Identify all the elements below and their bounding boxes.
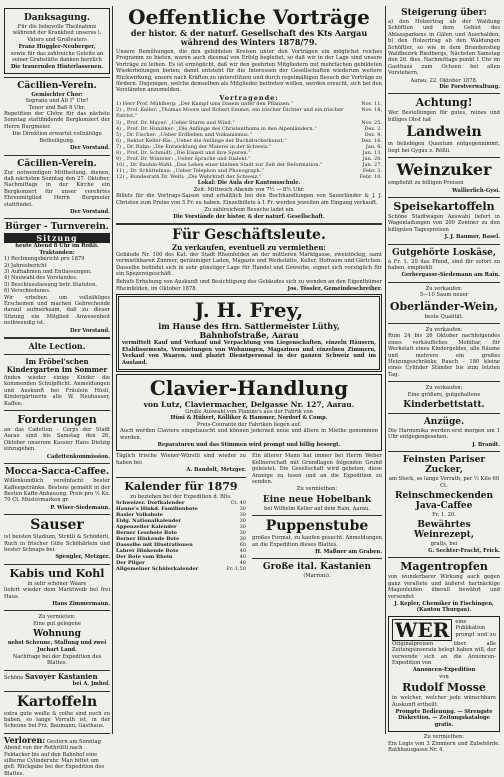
ad-title: Oberländer-Wein,: [389, 299, 499, 313]
ad-subtitle: 5—10 Saum neuer: [419, 292, 469, 299]
divider: [4, 564, 110, 565]
ad-text: Schöne Stadtwagen Auswahl liefert in Wagenladungen von 200 Zentner zu den billigsten Tagespreisen: [388, 213, 500, 233]
ad-subtitle: von: [439, 673, 449, 680]
column-center: [116, 6, 382, 580]
ad-title: Danksagung.: [23, 13, 91, 23]
ad-subtitle: (Marroni).: [303, 573, 331, 580]
ad-subtitle: während des Winters 1878/79.: [180, 37, 318, 47]
section-heading: Alte Lection.: [28, 341, 86, 352]
column-rule: [112, 6, 113, 734]
divider: [4, 155, 110, 156]
column-rule: [385, 6, 386, 734]
zucker-ad: [388, 455, 500, 554]
lecture-date: Nov. 18.: [361, 107, 382, 114]
ad-place: Aarau, 22. Oktober 1878.: [410, 77, 478, 84]
wer-ad: [388, 616, 500, 732]
ad-title: Forderungen: [17, 413, 97, 427]
ad-text: liefert wieder dem Marktweib bei frei Haus.: [4, 587, 110, 600]
ad-line: Hüni & Hübert, Kölliker & Hammer, Nordorf & Comp.: [170, 415, 328, 422]
ad-text: Nachfrage bei der Expedition des Blattes.: [12, 654, 102, 667]
ad-line: Preis-Courante der Fabriken liegen auf.: [196, 421, 302, 428]
lecture-title: 10) „ Dr. Bauhin-Wahl: „Das Leben einer kleinen Stadt zur Zeit der Reformation.“: [116, 162, 323, 169]
logis-ad: [388, 734, 500, 753]
ad-title: Oeffentliche Vorträge: [128, 5, 370, 29]
frey-ad: [116, 294, 382, 372]
ad-title: Große ital. Kastanien: [262, 562, 372, 573]
ad-signature: Spengler, Metzger.: [55, 554, 110, 561]
ad-text: sowie für das zahlreiche Geleite an seiner Grabstätte danken herzlich: [10, 50, 104, 64]
column-right: [388, 6, 500, 754]
ad-title: Gutgehörte Loskäse,: [391, 247, 497, 258]
ad-title: Kinderbettstatt.: [403, 400, 485, 411]
gutgehoerte-ad: [388, 248, 500, 279]
ad-title: Cäcilien-Verein.: [17, 80, 97, 91]
ad-title: Landwein: [406, 124, 482, 141]
calendar-name: Schweizer. Dorfkalender: [116, 500, 185, 507]
lecture-date: Nov. 11.: [361, 101, 382, 108]
divider: [252, 515, 382, 516]
divider: [116, 477, 246, 478]
ad-text: Die Harmonika werden erst morgen um 1 Uhr entgegengesehen.: [388, 428, 500, 441]
danksagung-ad: [4, 8, 110, 74]
caecilien-ad-1: [4, 81, 110, 152]
lecture-date: Dez. 9.: [364, 131, 382, 138]
ad-text: Willenkundlich vereinfacht bester Kaffeegetränke. Bestens gemahlt in der Besten Kaffe-Anbauung. Preis pro ½ Ko. 70 Ct. Mustermarken gr.: [4, 478, 110, 504]
ad-intro: Zu vermiethen:: [423, 734, 465, 741]
ad-title: Achtung!: [415, 96, 473, 110]
ad-signature: Hans Zimmermann.: [52, 600, 110, 607]
lecture-title: 5) „ Dr. Fischer: „Ueber Erdbeben und Vulkanismus.“: [116, 131, 252, 138]
divider: [4, 691, 110, 692]
ad-title: Annoncen-Expedition: [412, 667, 476, 674]
ad-line: heute Abend 8 Uhr im Rößli.: [15, 243, 99, 250]
ad-subtitle: zu beziehen bei der Expedition d. Blts.: [130, 493, 232, 500]
achtung-ad: [388, 97, 500, 123]
ad-subtitle: in sehr schöner Waare: [27, 580, 87, 587]
ad-title: Wohnung: [33, 629, 81, 640]
divider: [4, 514, 110, 515]
lecture-date: Dez. 2.: [364, 125, 382, 132]
lecture-title: 9) „ Prof. Dr. Winteler: „Ueber Sprache und Dialekt.“: [116, 156, 251, 163]
list-item: 4) Neuwahl des Vorstandes.: [4, 275, 78, 282]
calendar-name: Eidg. Nationalkalender: [116, 518, 182, 525]
ad-text: extra gute weiße & rothe sind noch zu haben, so lange Vorrath ist, in der Scheune bei Frz. Baumann, Gasthaus.: [4, 710, 110, 730]
ad-text: an das Cadetten - Corps der Stadt Aarau sind bis Samstag den 26. Oktober unserem Kassier Hans Dietzig einzugeben.: [4, 427, 110, 453]
calendar-price: 30: [239, 506, 246, 513]
ad-title: J. H. Frey,: [194, 298, 304, 323]
ad-line: Große Auswahl von Pianino's aus der Fabrik von: [185, 408, 313, 415]
ad-text: Billets für die Vortrags-Saison sind erhältlich bei den Buchhandlungen von Sauerländer & J. J. Christen zum Preise von 5 Fr. zu haben. Einzelbillete à 1 Fr. werden jeweilen am Eingang verkauft.: [116, 193, 382, 206]
ad-signature: bei A. Jmhof.: [72, 681, 110, 688]
divider: [388, 157, 500, 158]
ad-line: Tenor und Baß 8 Uhr.: [28, 104, 86, 111]
ad-text: Auch werden Claviere eingetauscht und können jederzeit neue und ältere in Miethe genommen werden.: [120, 428, 378, 441]
divider: [116, 223, 382, 225]
ad-text: Zur notwendigen Mittheilung, dienen, daß nächsten Sonntag den 27. Oktober, Nachmittags in der Kirche ein Bergkonzert für unser verehrtes Ehrenmitglied Herrn Burgmeier stattfindet.: [4, 169, 110, 208]
calendar-list: [116, 500, 246, 572]
verkaufen-ad: [388, 327, 500, 378]
ad-text: Eine größere, gutgehaltene: [407, 391, 481, 398]
calendar-name: Berner Hinkende Bote: [116, 536, 180, 543]
lecture-date: Nov. 25.: [361, 119, 382, 126]
divider: [388, 381, 500, 382]
list-item: 1) Rechnungsbericht pro 1879: [4, 256, 85, 263]
list-item: 2) Jahresbericht: [4, 262, 47, 269]
ad-title: Magentropfen: [400, 560, 488, 574]
ad-intro: Zu verkaufen:: [425, 385, 463, 392]
ad-title: Bewährtes Weinrezept,: [414, 520, 474, 541]
savoyer-ad: [4, 671, 110, 688]
ad-subtitle: Gemischter Chor:: [31, 91, 83, 98]
divider: [4, 610, 110, 611]
divider: [388, 282, 500, 283]
ad-subtitle: Traktanden:: [39, 249, 75, 256]
ad-line: Soprano und Alt I° Uhr!: [25, 98, 89, 105]
calendar-item: [116, 566, 246, 572]
ad-text: Gestern am Sonntag Abend von der Rothrütti nach Feldacker bis auf den Bahnhof eine silberne Cylinderuhr. Man bittet um gefl. Rückgabe bei der Expedition des Blattes.: [4, 738, 105, 777]
calendar-price: 30: [239, 518, 246, 525]
divider: [388, 557, 500, 558]
lecture-title: 2) „ Prof. Keller: „Thomas Moore und Robert Emmet, ein irischer Dichter und ein irischer Patriot.“: [116, 107, 344, 120]
ad-title: Im Fröbel'schen Kindergarten im Sommer: [6, 357, 108, 375]
divider: [388, 93, 500, 94]
divider: [4, 410, 110, 411]
verloren-ad: [4, 734, 110, 777]
ad-title: Kartoffeln: [16, 693, 98, 710]
ad-title: Für Geschäftsleute.: [172, 226, 326, 243]
ad-text: à Fr. 1. 20 das Pfund, sind für sofort zu haben, empfiehlt: [388, 258, 500, 271]
ad-intro: Zu vermieten:: [38, 614, 76, 621]
ad-text: in beliebigen Quantum entgegennimmt, liegt bei Gygax z. Rößli.: [388, 141, 500, 154]
center-bottom-left: [116, 453, 246, 579]
ad-title: Sauser: [30, 517, 84, 534]
ad-title: Kalender für 1879: [124, 479, 238, 493]
ad-signature: Die Forstverwaltung.: [439, 84, 500, 91]
divider: [4, 77, 110, 78]
ad-title: Anzüge.: [423, 417, 465, 428]
ad-text: gratis, bei: [430, 541, 458, 548]
ad-text: Zu zahlreichem Besuche ladet ein: [204, 207, 294, 214]
ad-signature: bei Wilhelm Keller auf dem Rain, Aarau.: [264, 505, 370, 512]
calendar-price: 40: [239, 548, 246, 555]
wohnung-ad: [4, 614, 110, 666]
ad-line: Zeit: Mittwoch Abends von 7½ — 8½ Uhr.: [193, 186, 305, 193]
ad-title: Eine neue Hobelbank: [262, 494, 372, 505]
ad-title: Speisekartoffeln: [393, 199, 495, 213]
ad-signature: Die trauernden Hinterlassenen.: [10, 64, 104, 71]
calendar-price: Ct. 40: [230, 500, 246, 507]
ad-subtitle: im Hause des Hrn. Sattlermeister Lüthy,: [158, 321, 340, 332]
ad-text: Täglich frische Wiener-Würstli sind wieder zu haben bei: [116, 453, 246, 466]
ad-signature: Die Vorstände der histor. & der naturf. Gesellschaft.: [173, 213, 325, 220]
lecture-date: Jan. 20.: [362, 156, 382, 163]
divider: [388, 413, 500, 414]
lecture-date: Jan. 27.: [362, 162, 382, 169]
lecture-title: 12) „ Bundesrath Dr. Welti: „Die Wehrkraft der Schweiz.“: [116, 174, 262, 181]
ad-subtitle: Eine gut gelegene: [33, 620, 81, 627]
program-heading: Vortragende:: [219, 93, 279, 102]
ad-text: von wunderbarer Wirkung auch gegen ganz veraltete und äußerst hartnäckige Magenleiden überall bewährt und versendet: [388, 574, 500, 600]
ad-text: Für die liebevolle Theilnahme während der Krankheit unseres l. Vaters und Großvaters: [12, 24, 102, 43]
landwein-ad: [388, 125, 500, 154]
calendar-name: Hanne's Hinkd. Familienbote: [116, 506, 198, 513]
lecture-date: Jan. 13.: [362, 150, 382, 156]
lecture-title: 4) „ Prof. Dr. Hunziker: „Die Anfänge des Christenthums in den Alpenländern.“: [116, 125, 317, 132]
ad-name: Franz Huggler-Neuberger,: [18, 44, 96, 51]
ad-signature: beste Qualität.: [424, 313, 464, 320]
calendar-name: Allgemeiner Schülerkalender: [116, 566, 199, 573]
lecture-title: 1) Herr Prof. Mühlberg: „Der Kampf ums Dasein unter den Pflanzen.“: [116, 101, 294, 108]
ad-title: Steigerung über:: [401, 8, 487, 18]
kinderbettstatt-ad: [388, 385, 500, 410]
ad-place: Rheinfelden, im Oktober 1878.: [116, 285, 198, 292]
ad-signature: J. J. Baumer, Basel.: [444, 234, 500, 241]
ad-signature: Cadettenkommission.: [46, 453, 110, 460]
sauser-ad: [4, 518, 110, 561]
kartoffeln-ad: [4, 695, 110, 730]
lecture-title: 3) „ Prof. Dr. Mayer: „Ueber Sturm und Wind.“: [116, 119, 235, 126]
ad-initial: WER: [392, 619, 452, 641]
kindergarten-ad: [4, 358, 110, 407]
ad-text: Ein älterer Mann hat immer bei Herrn Weber Kellnerschaft mit Grundlagen folgenden Grund geleistet. Die Gesellschaft wird gebeten, diese Anzeige zu lesen und an die Expedition zu senden.: [252, 453, 382, 486]
ad-subtitle: Bahnhofstraße, Aarau: [199, 330, 299, 341]
ad-title: Puppenstube: [265, 518, 369, 535]
divider: [4, 733, 110, 734]
speisekartoffeln-ad: [388, 201, 500, 241]
ad-signature: Wallierlich-Gysi.: [452, 187, 500, 194]
ad-text: Unsere Bemühungen, die den gebildeten Kreisen unter den Vorträgen ein möglichst reiches Programm zu bieten, waren auch diesmal von Erfolg begleitet, so daß wir in der Lage sind unsere Vorträge zu leihen. Es ist ermöglicht, daß wir den geehrten Mitgliedern mit mehrfachen gebildeten Wiederholungen bieten; damit entsteht für die Interessen der Gesellschaften wiederum weitere Rückwirkung, unsere nach Kräften zu unterstützen und durch regelmäßigen Besuch der Vorträge zu fördern. Diejenigen, welche demselben als Mitglieder beitreten wollen, werden ersucht, sich bei den Vorständen anzumelden.: [116, 49, 382, 94]
divider: [4, 218, 110, 219]
clavier-ad: [116, 374, 382, 451]
ad-text: Schöne: [4, 674, 24, 681]
ad-title: Savoyer Kastanien: [25, 671, 98, 681]
ad-title: Weinzuker: [396, 160, 492, 180]
lecture-item: [116, 107, 382, 119]
lecture-title: 11) „ Dr. Schüttelnau: „Ueber Telephon und Phonograph.“: [116, 168, 264, 175]
calendar-name: Lahrer Hinkende Bote: [116, 548, 179, 555]
oberlaender-ad: [388, 286, 500, 320]
lecture-date: Febr. 10.: [359, 174, 382, 181]
calendar-name: Dasselbe mit Illustrationen: [116, 542, 193, 549]
steigerung-ad: [388, 8, 500, 90]
kabis-ad: [4, 568, 110, 608]
column-left: [4, 6, 110, 777]
anzuege-ad: [388, 417, 500, 448]
lecture-date: Febr. 3.: [362, 168, 382, 175]
ad-intro: Zu verkaufen:: [425, 285, 463, 292]
divider: [4, 354, 110, 355]
calendar-name: Berner Lesebote Bote: [116, 530, 178, 537]
ad-signature: Der Vorstand.: [70, 327, 110, 334]
calendar-name: Basler Volksbote: [116, 512, 163, 519]
center-bottom: [116, 453, 382, 579]
ad-text: Fr. 1. 20.: [432, 512, 456, 519]
ad-signature: H. Maßner am Graben.: [315, 549, 382, 556]
ad-signature: J. Kepler, Chemiker in Fischingen, (Kanton Thurgau).: [394, 600, 494, 614]
ad-title: Bürger - Turnverein.: [5, 222, 109, 233]
ad-subtitle: von Lutz, Claviermacher, Delgasse Nr. 127, Aarau.: [143, 399, 355, 409]
ad-signature: P. Wiser-Siedemann.: [50, 504, 110, 511]
ad-banner: Sitzung: [4, 233, 110, 243]
ad-text: nebst Scheune, Stallung und zwei Juchart Land.: [7, 640, 107, 653]
ad-text: am Stock, so lange Vorrath, per ½ Kilo 60 Ct.: [388, 476, 500, 489]
lecture-date: Dez. 16.: [361, 137, 382, 144]
ad-subtitle: Zu verkaufen, eventuell zu vermiethen:: [171, 242, 327, 252]
ad-intro: Zu vermiethen:: [296, 486, 338, 493]
ad-signature: Der Vorstand.: [70, 208, 110, 215]
center-bottom-right: [252, 453, 382, 579]
forderungen-ad: [4, 414, 110, 460]
vortraege-ad: [116, 7, 382, 220]
ad-title: Cäcilien-Verein.: [17, 158, 97, 169]
ad-title: Feinsten Pariser Zucker,: [402, 455, 486, 476]
ad-text: Repetition der Chöre für das nächste Sonntag stattfindende Bergkonzert der Herrn Burgmeier.: [4, 111, 110, 130]
calendar-price: 30: [239, 530, 246, 537]
calendar-price: 30: [239, 524, 246, 531]
divider: [388, 197, 500, 198]
ad-signature: Gerbergasse-Siedemann am Rain.: [401, 272, 500, 279]
lecture-title: 7) „ Dr. Rahn: „Die Entwicklung der Malerei in der Schweiz.“: [116, 143, 272, 150]
ad-text: Wir erheben um vollzähliges Erscheinen und machen Gebrechende darauf aufmerksam, daß zu dieser Sitzung ein Mitglied Anwesenheit nothwendig ist.: [4, 294, 110, 327]
ad-text: a) den Holzertrag ab der Waldung Schöftlen und dem Gebiet des Ablassparkens in Gälen und Auerhalden, b) den Holzertrag ab den Waldungen Schöftler, so wie in dem Brandenstieg Waldbezirk Riedbergs, Nächsten Samstag den 26. dies, Nachmittags punkt 1 Uhr im Gasthaus zum Ochsen bei allen Vorstehern.: [388, 19, 500, 77]
lecture-date: Jan. 6.: [365, 143, 382, 150]
calendar-price: Fr. 1.50: [226, 566, 246, 573]
divider: [4, 670, 110, 671]
calendar-price: 40: [239, 560, 246, 567]
lecture-title: 8) „ Prof. Dr. Schmidt: „Die Eiszeit und ihre Spuren.“: [116, 150, 251, 156]
ad-signature: Jos. Tössler, Gemeindeschreiber.: [287, 285, 382, 292]
ad-title: Verloren:: [4, 734, 46, 745]
magentropfen-ad: [388, 561, 500, 613]
calendar-name: Der Bote vom Rhein: [116, 554, 173, 561]
ad-title: Zu verkaufen:: [425, 326, 463, 333]
weinzuker-ad: [388, 161, 500, 194]
calendar-price: 30: [239, 536, 246, 543]
ad-text: ist beisten Stadium, Strütli & Schöderli, Ruch in frischer Güte Schöhärlein und bester Schnaps bei: [4, 534, 110, 553]
list-item: 5) Beschlussfassung betr. Statuten.: [4, 281, 98, 288]
ad-text: Prompte Bedienung. — Strengste Diskretion. — Zeitungskataloge gratis.: [395, 708, 493, 728]
lecture-title: 6) „ Rektor Keller-Ris: „Ueber die Anfänge der Buchdruckerkunst.“: [116, 137, 287, 144]
ad-name: Rudolf Mosse: [402, 681, 486, 695]
geschaeftsleute-ad: [116, 228, 382, 292]
calendar-price: 40: [239, 554, 246, 561]
ad-title: Reinschmeckenden Java-Caffee: [394, 491, 494, 512]
turnverein-ad: [4, 222, 110, 334]
calendar-price: 60: [239, 542, 246, 549]
ad-title: Clavier-Handlung: [149, 375, 349, 400]
ad-text: in welcher, welcher jede wünschbare Auskunft ertheilt.: [392, 695, 496, 708]
ad-text: eine Publikation prompt und zu Originalpreisen über alle Zeitungsinserate belegt haben will, der verwende sich an die Annoncen-Expedition von: [392, 618, 496, 666]
divider: [388, 451, 500, 452]
ad-text: Rum 24 bis 26 Oktober nachfolgendes eines verkäufliches Mobiliar, für Werkstatt eines Kindergeldes, alle Räume und mehrere ein großes Heizungsschränke Rauch - 180 kleine eines Cylinder Ständer bis zum letzten Tag.: [388, 333, 500, 378]
divider: [252, 558, 382, 559]
ad-line: Reparaturen und das Stimmen wird prompt und billig besorgt.: [157, 442, 341, 448]
calendar-name: Der Pilger: [116, 560, 145, 567]
ad-line: Lokal: Die Aula der Kantonsschule.: [197, 180, 301, 187]
ad-text: vermittelt Kauf und Verkauf und Verpachtung von Liegenschaften, einzeln Häusern, Etablissements, Vermietungen von Wohnungen, Magazinen und einzelnen Zimmern, Verkauf von Waaren, und plazirt Dienstpersonal in der ganzen Schweiz und im Ausland.: [122, 340, 376, 366]
ad-text: Ein Logis von 3 Zimmern und Zubehörde. Rathhausgasse Nr. 4.: [388, 740, 500, 753]
ad-title: Kabis und Kohl: [9, 566, 105, 580]
ad-signature: Der Vorstand.: [70, 145, 110, 152]
divider: [4, 463, 110, 464]
ad-text: Behufs Erhebung von Auskunft und Besichtigung des Gebäudes sich zu wenden an den Eigenthümer: [116, 278, 382, 285]
divider: [388, 323, 500, 324]
list-item: 6) Verschiedenes.: [4, 288, 51, 295]
divider: [388, 244, 500, 245]
ad-text: empfiehlt zu billigen Preisen: [388, 180, 464, 187]
mocca-ad: [4, 467, 110, 511]
ad-signature: J. Brandt.: [472, 441, 500, 448]
caecilien-ad-2: [4, 159, 110, 216]
ad-subtitle: der histor. & der naturf. Gesellschaft des Kts Aargau: [130, 28, 368, 38]
ad-text: Wer Bestellungen für gutes, reines und billiges Obst hat: [388, 110, 500, 123]
calendar-name: Appenzeller Kalender: [116, 524, 177, 531]
ad-text: finden wieder einige Kinder die kommenden Schulpflicht. Anmeldungen und Auskunft bei Fräulein Hüsli, Kindergärtnerin alle W. Neuhauser, Kaffee.: [4, 375, 110, 407]
ad-title: Mocca-Sacca-Caffee.: [4, 467, 110, 478]
ad-text: großes Format, zu kaufen gesucht. Anmeldungen an die Expedition dieses Blattes.: [252, 535, 382, 548]
ad-text: Gebäude Nr. 100 des Kat. der Stadt Rheinfelden an der mittleren Marktgasse, zweistöckig, samt vermiethbaren Zimmer, geräumiger Laden, Magazin und Werkstätte, Keller, Hofraum und Gärtchen. Dasselbe befindet sich in sehr günstiger Lage für Handel und Gewerbe, eignet sich vorzüglich für ein Spezereigeschäft.: [116, 251, 382, 278]
divider: [4, 337, 110, 339]
ad-signature: G. Sechter-Fracht, Frick.: [428, 547, 500, 554]
ad-signature: A. Bandolt, Metzger.: [186, 467, 246, 474]
lecture-list: [116, 101, 382, 180]
list-item: 3) Aufnahmen und Entlassungen.: [4, 268, 92, 275]
ad-text: Die Direktion erwartet vollzählige Betheiligung.: [12, 131, 102, 144]
calendar-price: 30: [239, 512, 246, 519]
